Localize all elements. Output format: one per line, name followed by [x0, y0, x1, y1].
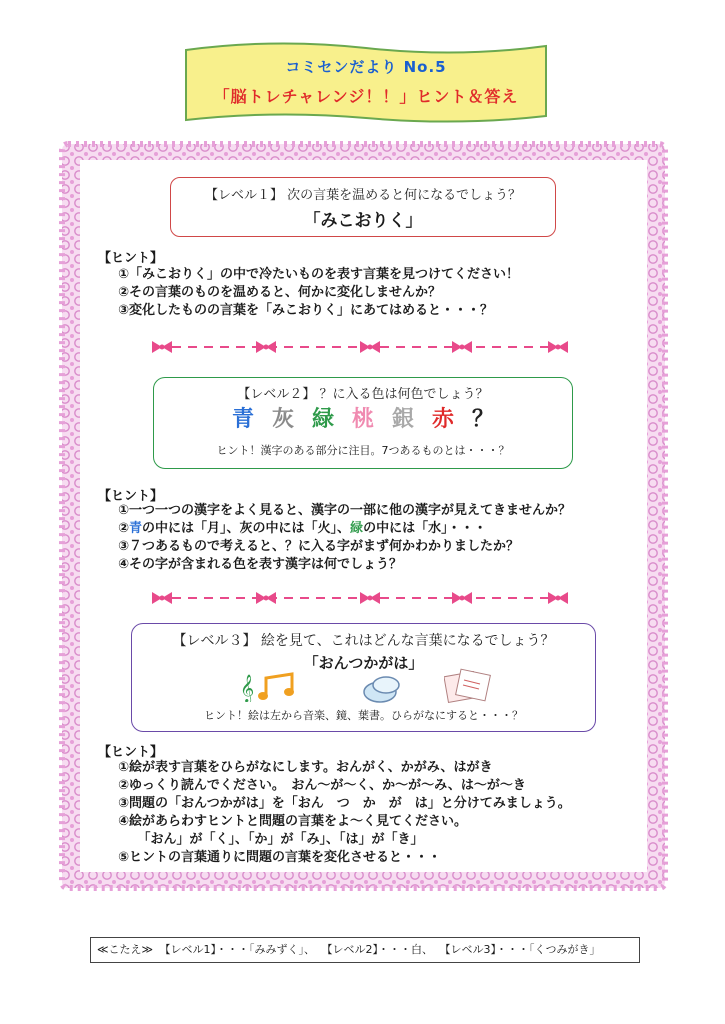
postcard-icon: [444, 668, 494, 704]
hint3-item: ②ゆっくり読んでください。 おん～が～く、か～が～み、は～が～き: [118, 778, 526, 793]
hint3-item: ③問題の「おんつかがは」を「おん つ か が は」と分けてみましょう。: [118, 796, 571, 811]
level3-puzzle: 「おんつかがは」: [303, 654, 424, 672]
level1-question: 【レベル１】 次の言葉を温めると何になるでしょう？: [204, 188, 521, 203]
hint2-heading: 【ヒント】: [98, 489, 164, 504]
answer-box: [90, 937, 640, 963]
kanji-char: 灰: [271, 407, 294, 432]
hint3-item: ④絵があらわすヒントと問題の言葉をよ～く見てください。: [118, 814, 468, 829]
title-banner: [180, 38, 552, 128]
hint3-item: ①絵が表す言葉をひらがなにします。おんがく、かがみ、はがき: [118, 760, 493, 775]
hint2-item: ③７つあるもので考えると、？に入る字がまず何かわかりましたか？: [118, 539, 520, 554]
hint3-heading: 【ヒント】: [98, 745, 164, 760]
level3-box: [131, 623, 596, 732]
hint3-list: [118, 759, 571, 867]
kanji-char: 桃: [351, 407, 374, 432]
kanji-char: 緑: [311, 407, 334, 432]
level2-box: [153, 377, 573, 469]
hint1-list: [118, 266, 519, 320]
hint1-item: ②その言葉のものを温めると、何かに変化しませんか？: [118, 285, 442, 300]
kanji-row: [154, 402, 572, 433]
hint3-item: ⑤ヒントの言葉通りに問題の言葉を変化させると・・・: [118, 850, 442, 865]
ribbon-divider: [150, 590, 570, 606]
bow-icon: [152, 592, 172, 604]
level2-question: 【レベル２】 ？に入る色は何色でしょう？: [237, 387, 489, 402]
music-notes-icon: [240, 672, 302, 702]
level3-question: 【レベル３】 絵を見て、これはどんな言葉になるでしょう？: [172, 633, 555, 649]
answer-level1: 【レベル1】・・・「みみずく」、: [159, 943, 316, 956]
mirror-icon: [360, 674, 404, 704]
svg-text:𝄞: 𝄞: [240, 674, 255, 702]
answer-level3: 【レベル3】・・・「くつみがき」: [439, 943, 601, 956]
kanji-char: 青: [231, 407, 254, 432]
kanji-char: 銀: [392, 407, 415, 432]
hint1-item: ③変化したものの言葉を「みこおりく」にあてはめると・・・？: [118, 303, 494, 318]
hint2-item: ②青の中には「月」、灰の中には「火」、緑の中には「水」・・・: [118, 521, 487, 536]
banner-subtitle: 「脳トレチャレンジ！！」ヒント＆答え: [213, 87, 519, 106]
hint2-list: [118, 502, 571, 574]
hint3-item: 「おん」が「く」、「か」が「み」、「は」が「き」: [118, 832, 424, 847]
level1-box: [170, 177, 556, 237]
answer-label: ≪こたえ≫: [97, 943, 154, 956]
hint2-item: ①一つ一つの漢字をよく見ると、漢字の一部に他の漢字が見えてきませんか？: [118, 503, 572, 518]
hint2-item: ④その字が含まれる色を表す漢字は何でしょう？: [118, 557, 403, 572]
kanji-char: ？: [472, 407, 495, 432]
ribbon-divider: [150, 339, 570, 355]
answer-level2: 【レベル2】・・・白、: [321, 943, 434, 956]
hint1-heading: 【ヒント】: [98, 251, 164, 266]
banner-shape: [180, 38, 552, 128]
bow-icon: [152, 341, 172, 353]
kanji-char: 赤: [432, 407, 455, 432]
level2-hint: ヒント！漢字のある部分に注目。7つあるものとは・・・？: [216, 444, 510, 457]
hint1-item: ①「みこおりく」の中で冷たいものを表す言葉を見つけてください！: [118, 267, 520, 282]
banner-title: コミセンだより No.5: [285, 58, 447, 76]
level3-hint: ヒント！絵は左から音楽、鏡、葉書。ひらがなにすると・・・？: [204, 709, 523, 722]
level1-puzzle: 「みこおりく」: [303, 211, 423, 231]
